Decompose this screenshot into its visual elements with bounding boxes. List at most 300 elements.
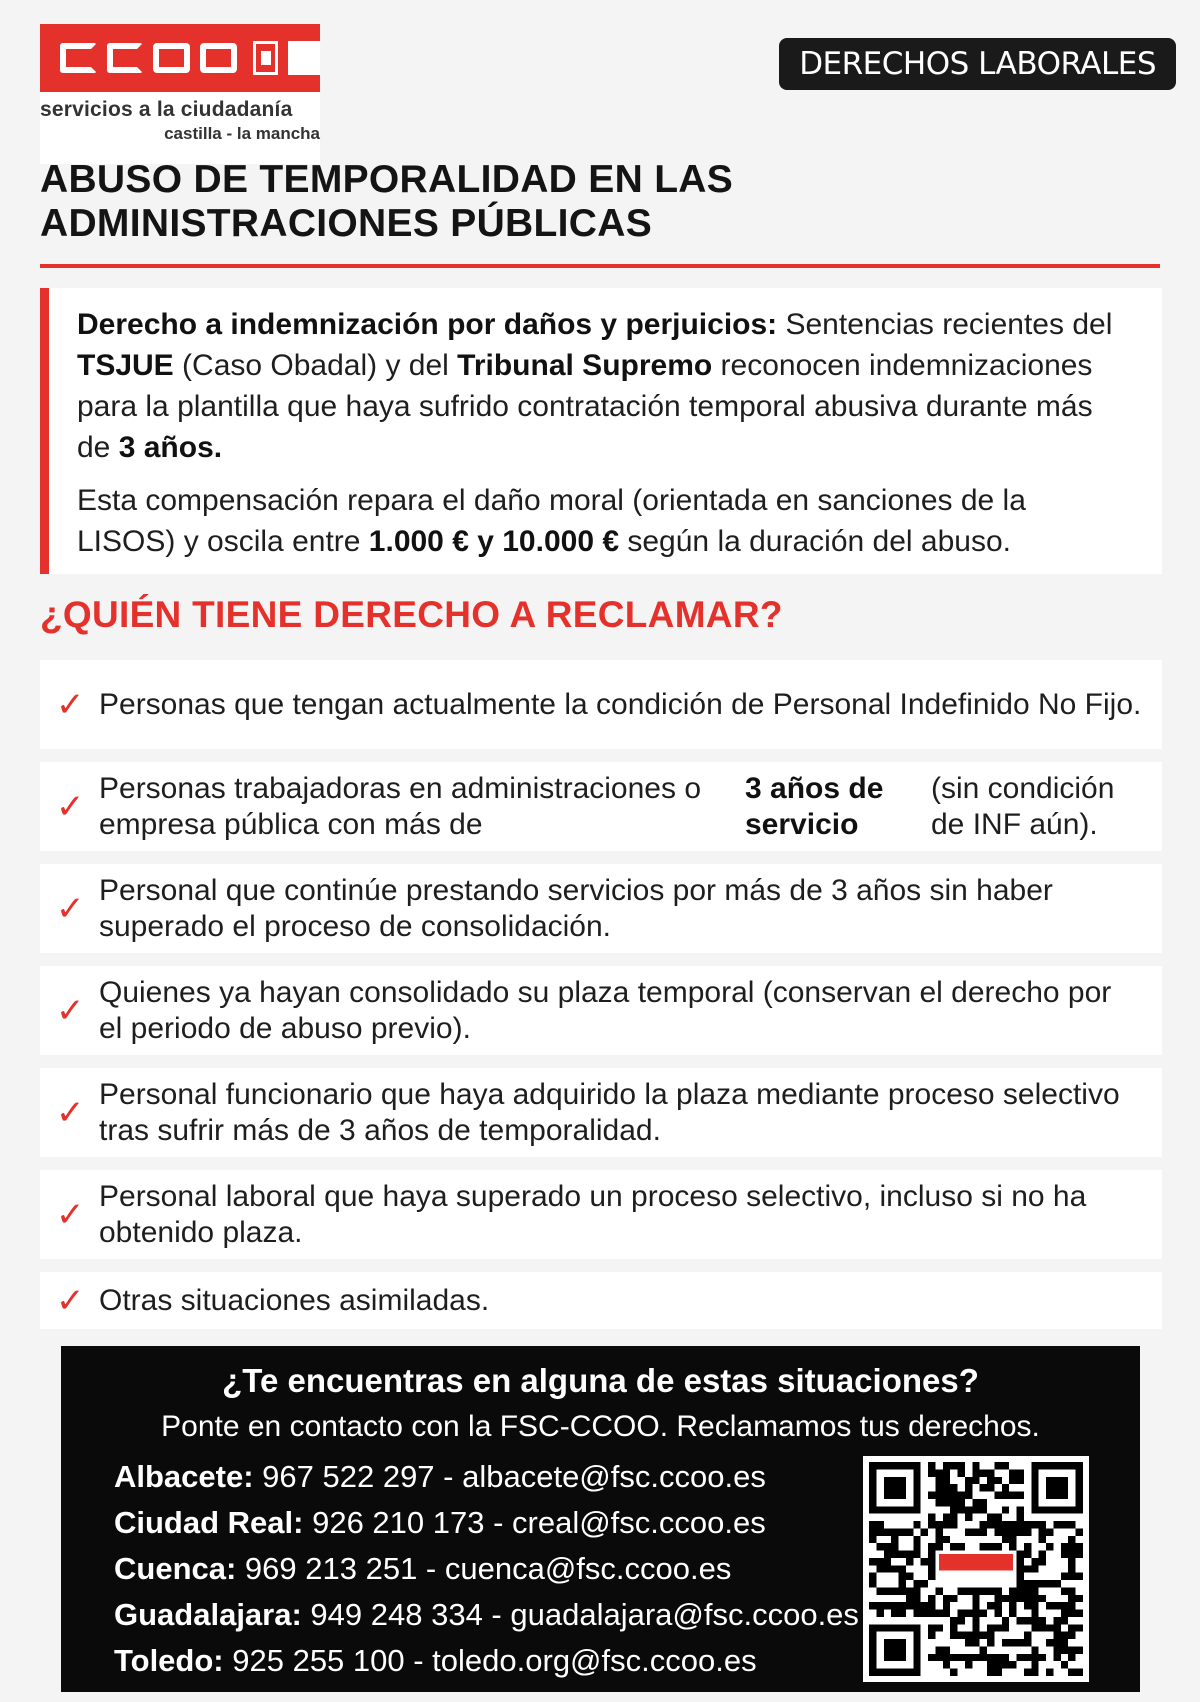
qr-module bbox=[928, 1624, 935, 1631]
qr-module bbox=[994, 1543, 1001, 1550]
qr-module bbox=[972, 1654, 979, 1661]
qr-module bbox=[972, 1477, 979, 1484]
qr-module bbox=[1017, 1595, 1024, 1602]
qr-module bbox=[899, 1587, 906, 1594]
qr-module bbox=[891, 1602, 898, 1609]
qr-module bbox=[1076, 1669, 1083, 1676]
intro-lead: Derecho a indemnización por daños y perjuicios: bbox=[77, 308, 778, 341]
qr-module bbox=[1061, 1602, 1068, 1609]
qr-module bbox=[943, 1477, 950, 1484]
qr-module bbox=[1046, 1528, 1053, 1535]
qr-module bbox=[869, 1536, 876, 1543]
qr-module bbox=[1009, 1521, 1016, 1528]
list-item bbox=[40, 762, 1162, 851]
office-details[interactable]: 969 213 251 - cuenca@fsc.ccoo.es bbox=[236, 1551, 732, 1586]
qr-module bbox=[935, 1610, 942, 1617]
qr-module bbox=[1009, 1595, 1016, 1602]
qr-module bbox=[1024, 1669, 1031, 1676]
qr-module bbox=[950, 1595, 957, 1602]
office-details[interactable]: 925 255 100 - toledo.org@fsc.ccoo.es bbox=[223, 1643, 757, 1678]
eligibility-list bbox=[40, 660, 1162, 1342]
qr-module bbox=[965, 1477, 972, 1484]
title-line-2: ADMINISTRACIONES PÚBLICAS bbox=[40, 202, 653, 245]
qr-module bbox=[899, 1565, 906, 1572]
category-tag: DERECHOS LABORALES bbox=[779, 38, 1176, 90]
qr-module bbox=[980, 1543, 987, 1550]
qr-module bbox=[1061, 1632, 1068, 1639]
qr-module bbox=[891, 1551, 898, 1558]
qr-module bbox=[884, 1558, 891, 1565]
qr-module bbox=[928, 1632, 935, 1639]
qr-module bbox=[980, 1646, 987, 1653]
qr-module bbox=[1002, 1528, 1009, 1535]
qr-module bbox=[1002, 1654, 1009, 1661]
office-list bbox=[114, 1454, 859, 1684]
qr-module bbox=[928, 1602, 935, 1609]
qr-module bbox=[935, 1469, 942, 1476]
qr-module bbox=[972, 1610, 979, 1617]
qr-module bbox=[1017, 1551, 1024, 1558]
qr-module bbox=[869, 1573, 876, 1580]
qr-module bbox=[899, 1528, 906, 1535]
qr-module bbox=[1017, 1639, 1024, 1646]
qr-module bbox=[1017, 1580, 1024, 1587]
qr-module bbox=[943, 1646, 950, 1653]
logo-letter-o bbox=[153, 43, 190, 73]
qr-module bbox=[987, 1514, 994, 1521]
item-text: Quienes ya hayan consolidado su plaza temporal (conservan el derecho por el periodo de abuso previo). bbox=[99, 975, 1112, 1045]
qr-module bbox=[980, 1521, 987, 1528]
qr-module bbox=[987, 1654, 994, 1661]
qr-module bbox=[1061, 1661, 1068, 1668]
intro-bold: TSJUE bbox=[77, 349, 174, 382]
qr-module bbox=[1053, 1632, 1060, 1639]
qr-module bbox=[980, 1587, 987, 1594]
qr-module bbox=[906, 1558, 913, 1565]
qr-module bbox=[1068, 1602, 1075, 1609]
logo-mark bbox=[40, 24, 320, 92]
qr-module bbox=[1053, 1580, 1060, 1587]
qr-module bbox=[1053, 1624, 1060, 1631]
qr-module bbox=[1061, 1573, 1068, 1580]
qr-module bbox=[935, 1646, 942, 1653]
qr-module bbox=[1009, 1587, 1016, 1594]
item-text: (sin condición de INF aún). bbox=[931, 771, 1115, 841]
qr-module bbox=[891, 1610, 898, 1617]
qr-code-graphic bbox=[869, 1462, 1083, 1676]
qr-module bbox=[1002, 1595, 1009, 1602]
qr-module bbox=[935, 1492, 942, 1499]
qr-module bbox=[1002, 1506, 1009, 1513]
qr-module bbox=[1053, 1521, 1060, 1528]
qr-module bbox=[1002, 1617, 1009, 1624]
qr-module bbox=[1024, 1528, 1031, 1535]
qr-module bbox=[1002, 1462, 1009, 1469]
qr-module bbox=[1039, 1551, 1046, 1558]
qr-module bbox=[987, 1602, 994, 1609]
qr-module bbox=[994, 1462, 1001, 1469]
qr-module bbox=[869, 1602, 876, 1609]
title-line-1: ABUSO DE TEMPORALIDAD EN LAS bbox=[40, 158, 734, 201]
qr-module bbox=[994, 1587, 1001, 1594]
qr-module bbox=[1061, 1551, 1068, 1558]
qr-module bbox=[972, 1632, 979, 1639]
qr-module bbox=[987, 1484, 994, 1491]
intro-box bbox=[40, 288, 1162, 574]
qr-module bbox=[943, 1462, 950, 1469]
qr-module bbox=[1053, 1639, 1060, 1646]
intro-text: según la duración del abuso. bbox=[619, 525, 1011, 558]
qr-module bbox=[994, 1477, 1001, 1484]
qr-module bbox=[972, 1624, 979, 1631]
qr-module bbox=[943, 1536, 950, 1543]
qr-module bbox=[1068, 1632, 1075, 1639]
qr-module bbox=[1031, 1521, 1038, 1528]
qr-module bbox=[1031, 1624, 1038, 1631]
list-item bbox=[40, 1272, 1162, 1329]
qr-module bbox=[1039, 1536, 1046, 1543]
qr-module bbox=[972, 1617, 979, 1624]
qr-module bbox=[1017, 1514, 1024, 1521]
qr-module bbox=[1031, 1558, 1038, 1565]
qr-module bbox=[1068, 1669, 1075, 1676]
qr-module bbox=[950, 1514, 957, 1521]
qr-module bbox=[950, 1669, 957, 1676]
qr-module bbox=[1068, 1521, 1075, 1528]
qr-module bbox=[935, 1521, 942, 1528]
qr-module bbox=[994, 1624, 1001, 1631]
qr-module bbox=[876, 1565, 883, 1572]
qr-finder bbox=[1046, 1477, 1068, 1499]
qr-module bbox=[950, 1492, 957, 1499]
qr-module bbox=[994, 1595, 1001, 1602]
qr-module bbox=[1009, 1610, 1016, 1617]
qr-module bbox=[958, 1492, 965, 1499]
qr-module bbox=[935, 1543, 942, 1550]
qr-module bbox=[928, 1492, 935, 1499]
office-name: Guadalajara: bbox=[114, 1597, 302, 1632]
qr-module bbox=[913, 1610, 920, 1617]
qr-module bbox=[994, 1669, 1001, 1676]
qr-module bbox=[1017, 1573, 1024, 1580]
qr-module bbox=[1046, 1602, 1053, 1609]
qr-module bbox=[1068, 1654, 1075, 1661]
office-details[interactable]: 926 210 173 - creal@fsc.ccoo.es bbox=[303, 1505, 766, 1540]
qr-module bbox=[980, 1469, 987, 1476]
qr-module bbox=[994, 1521, 1001, 1528]
qr-module bbox=[928, 1595, 935, 1602]
qr-module bbox=[950, 1506, 957, 1513]
logo-letter-o bbox=[200, 43, 237, 73]
qr-module bbox=[1053, 1602, 1060, 1609]
qr-module bbox=[913, 1543, 920, 1550]
qr-module bbox=[987, 1587, 994, 1594]
qr-module bbox=[1009, 1477, 1016, 1484]
qr-module bbox=[1024, 1543, 1031, 1550]
office-toledo bbox=[114, 1638, 859, 1684]
qr-module bbox=[1068, 1573, 1075, 1580]
qr-module bbox=[987, 1661, 994, 1668]
office-albacete bbox=[114, 1454, 859, 1500]
qr-module bbox=[1076, 1595, 1083, 1602]
qr-module bbox=[1068, 1551, 1075, 1558]
contact-subtitle: Ponte en contacto con la FSC-CCOO. Reclamamos tus derechos. bbox=[161, 1410, 1040, 1443]
qr-finder bbox=[884, 1639, 906, 1661]
qr-module bbox=[935, 1624, 942, 1631]
qr-module bbox=[935, 1477, 942, 1484]
item-text-bold: 3 años de servicio bbox=[745, 771, 884, 841]
qr-module bbox=[1061, 1646, 1068, 1653]
qr-module bbox=[899, 1610, 906, 1617]
qr-module bbox=[943, 1661, 950, 1668]
qr-module bbox=[899, 1573, 906, 1580]
item-text: Personas trabajadoras en administraciones o empresa pública con más de bbox=[99, 771, 702, 841]
qr-module bbox=[891, 1528, 898, 1535]
qr-module bbox=[1031, 1595, 1038, 1602]
office-name: Toledo: bbox=[114, 1643, 224, 1678]
qr-module bbox=[1002, 1624, 1009, 1631]
office-cuenca bbox=[114, 1546, 859, 1592]
contact-box bbox=[61, 1346, 1140, 1692]
qr-module bbox=[1039, 1654, 1046, 1661]
qr-module bbox=[980, 1632, 987, 1639]
qr-module bbox=[1061, 1639, 1068, 1646]
qr-module bbox=[1002, 1661, 1009, 1668]
qr-module bbox=[950, 1543, 957, 1550]
qr-module bbox=[1031, 1602, 1038, 1609]
qr-module bbox=[950, 1617, 957, 1624]
item-columns bbox=[99, 771, 1142, 843]
qr-module bbox=[869, 1558, 876, 1565]
qr-module bbox=[994, 1654, 1001, 1661]
qr-module bbox=[1053, 1646, 1060, 1653]
qr-module bbox=[950, 1499, 957, 1506]
office-details[interactable]: 949 248 334 - guadalajara@fsc.ccoo.es bbox=[301, 1597, 859, 1632]
qr-module bbox=[1046, 1624, 1053, 1631]
qr-module bbox=[950, 1521, 957, 1528]
qr-module bbox=[980, 1610, 987, 1617]
qr-module bbox=[913, 1602, 920, 1609]
qr-module bbox=[950, 1462, 957, 1469]
qr-module bbox=[876, 1528, 883, 1535]
qr-module bbox=[1002, 1639, 1009, 1646]
qr-module bbox=[1031, 1565, 1038, 1572]
qr-module bbox=[891, 1543, 898, 1550]
qr-module bbox=[1053, 1617, 1060, 1624]
qr-module bbox=[1061, 1521, 1068, 1528]
qr-module bbox=[928, 1514, 935, 1521]
qr-module bbox=[958, 1587, 965, 1594]
qr-module bbox=[1009, 1639, 1016, 1646]
logo-letter-c bbox=[60, 43, 97, 73]
qr-module bbox=[972, 1639, 979, 1646]
qr-module bbox=[913, 1551, 920, 1558]
qr-module bbox=[876, 1610, 883, 1617]
qr-module bbox=[906, 1528, 913, 1535]
qr-module bbox=[935, 1528, 942, 1535]
qr-module bbox=[1031, 1654, 1038, 1661]
qr-module bbox=[950, 1624, 957, 1631]
qr-module bbox=[928, 1543, 935, 1550]
qr-module bbox=[958, 1610, 965, 1617]
qr-module bbox=[1024, 1565, 1031, 1572]
qr-module bbox=[884, 1602, 891, 1609]
qr-module bbox=[943, 1521, 950, 1528]
qr-module bbox=[884, 1565, 891, 1572]
qr-module bbox=[972, 1595, 979, 1602]
qr-module bbox=[1046, 1669, 1053, 1676]
qr-module bbox=[906, 1573, 913, 1580]
qr-module bbox=[876, 1543, 883, 1550]
logo-line-1: servicios a la ciudadanía bbox=[40, 98, 293, 121]
qr-logo-text bbox=[939, 1570, 1013, 1582]
qr-module bbox=[928, 1551, 935, 1558]
qr-module bbox=[994, 1528, 1001, 1535]
qr-module bbox=[943, 1514, 950, 1521]
qr-module bbox=[1076, 1646, 1083, 1653]
qr-module bbox=[1024, 1595, 1031, 1602]
qr-module bbox=[1076, 1610, 1083, 1617]
intro-text: (Caso Obadal) y del bbox=[173, 349, 458, 382]
office-name: Albacete: bbox=[114, 1459, 254, 1494]
qr-module bbox=[1024, 1632, 1031, 1639]
qr-module bbox=[913, 1595, 920, 1602]
qr-module bbox=[1068, 1558, 1075, 1565]
qr-module bbox=[1076, 1624, 1083, 1631]
qr-module bbox=[980, 1528, 987, 1535]
qr-module bbox=[1031, 1661, 1038, 1668]
qr-module bbox=[987, 1669, 994, 1676]
qr-code-icon[interactable] bbox=[863, 1456, 1089, 1682]
qr-module bbox=[958, 1499, 965, 1506]
qr-module bbox=[921, 1558, 928, 1565]
qr-module bbox=[1017, 1654, 1024, 1661]
list-item bbox=[40, 864, 1162, 953]
qr-module bbox=[980, 1654, 987, 1661]
qr-module bbox=[1024, 1521, 1031, 1528]
checkmark-icon: ✓ bbox=[56, 1194, 85, 1235]
qr-module bbox=[906, 1551, 913, 1558]
qr-module bbox=[1024, 1654, 1031, 1661]
qr-module bbox=[1046, 1639, 1053, 1646]
qr-module bbox=[1002, 1484, 1009, 1491]
qr-module bbox=[1024, 1551, 1031, 1558]
qr-module bbox=[1068, 1543, 1075, 1550]
qr-module bbox=[869, 1580, 876, 1587]
logo-letter-c bbox=[107, 43, 144, 73]
qr-module bbox=[958, 1654, 965, 1661]
qr-module bbox=[1031, 1587, 1038, 1594]
qr-module bbox=[876, 1587, 883, 1594]
qr-module bbox=[876, 1558, 883, 1565]
qr-module bbox=[1046, 1543, 1053, 1550]
intro-paragraph-1 bbox=[77, 304, 1122, 468]
qr-module bbox=[965, 1639, 972, 1646]
qr-module bbox=[980, 1484, 987, 1491]
qr-module bbox=[994, 1514, 1001, 1521]
qr-module bbox=[987, 1632, 994, 1639]
qr-module bbox=[1017, 1617, 1024, 1624]
qr-module bbox=[972, 1506, 979, 1513]
qr-module bbox=[869, 1521, 876, 1528]
qr-module bbox=[958, 1506, 965, 1513]
qr-module bbox=[994, 1492, 1001, 1499]
intro-paragraph-2 bbox=[77, 480, 1122, 562]
qr-module bbox=[876, 1602, 883, 1609]
qr-module bbox=[1039, 1528, 1046, 1535]
qr-module bbox=[980, 1499, 987, 1506]
qr-module bbox=[884, 1551, 891, 1558]
list-item bbox=[40, 660, 1162, 749]
qr-module bbox=[1068, 1624, 1075, 1631]
qr-module bbox=[994, 1610, 1001, 1617]
qr-module bbox=[1009, 1543, 1016, 1550]
qr-module bbox=[928, 1469, 935, 1476]
qr-finder bbox=[884, 1477, 906, 1499]
qr-module bbox=[987, 1639, 994, 1646]
item-text: Personal funcionario que haya adquirido la plaza mediante proceso selectivo tras sufrir más de 3 años de temporalidad. bbox=[99, 1077, 1120, 1147]
office-ciudad-real bbox=[114, 1500, 859, 1546]
qr-module bbox=[884, 1587, 891, 1594]
qr-module bbox=[958, 1462, 965, 1469]
qr-module bbox=[1017, 1528, 1024, 1535]
office-details[interactable]: 967 522 297 - albacete@fsc.ccoo.es bbox=[253, 1459, 766, 1494]
qr-module bbox=[891, 1565, 898, 1572]
qr-module bbox=[935, 1654, 942, 1661]
contact-question: ¿Te encuentras en alguna de estas situaciones? bbox=[222, 1362, 979, 1399]
qr-module bbox=[1031, 1610, 1038, 1617]
qr-module bbox=[921, 1580, 928, 1587]
flag-icon bbox=[253, 41, 278, 75]
qr-module bbox=[1024, 1639, 1031, 1646]
qr-module bbox=[1009, 1536, 1016, 1543]
checkmark-icon: ✓ bbox=[56, 684, 85, 725]
qr-module bbox=[950, 1654, 957, 1661]
checkmark-icon: ✓ bbox=[56, 888, 85, 929]
qr-module bbox=[1024, 1580, 1031, 1587]
intro-bold: Tribunal Supremo bbox=[457, 349, 713, 382]
qr-module bbox=[1017, 1469, 1024, 1476]
qr-module bbox=[1002, 1492, 1009, 1499]
qr-module bbox=[928, 1521, 935, 1528]
qr-module bbox=[943, 1610, 950, 1617]
qr-module bbox=[1009, 1528, 1016, 1535]
page-title bbox=[40, 158, 1100, 246]
qr-module bbox=[987, 1469, 994, 1476]
qr-module bbox=[972, 1462, 979, 1469]
qr-module bbox=[950, 1632, 957, 1639]
checkmark-icon: ✓ bbox=[56, 1092, 85, 1133]
qr-module bbox=[1017, 1521, 1024, 1528]
qr-module bbox=[1009, 1492, 1016, 1499]
intro-text: Sentencias recientes del bbox=[777, 308, 1113, 341]
qr-module bbox=[928, 1610, 935, 1617]
qr-module bbox=[1002, 1536, 1009, 1543]
qr-module bbox=[987, 1477, 994, 1484]
qr-module bbox=[928, 1462, 935, 1469]
qr-module bbox=[1024, 1602, 1031, 1609]
office-name: Ciudad Real: bbox=[114, 1505, 304, 1540]
qr-module bbox=[921, 1602, 928, 1609]
qr-module bbox=[928, 1654, 935, 1661]
intro-text: reconocen indemnizaciones para la plantilla que haya sufrido contratación temporal abusiva durante más de bbox=[77, 349, 1093, 464]
qr-module bbox=[1009, 1602, 1016, 1609]
qr-module bbox=[1002, 1521, 1009, 1528]
qr-module bbox=[891, 1587, 898, 1594]
qr-logo-mark bbox=[939, 1554, 1013, 1570]
qr-module bbox=[1076, 1551, 1083, 1558]
qr-module bbox=[913, 1580, 920, 1587]
